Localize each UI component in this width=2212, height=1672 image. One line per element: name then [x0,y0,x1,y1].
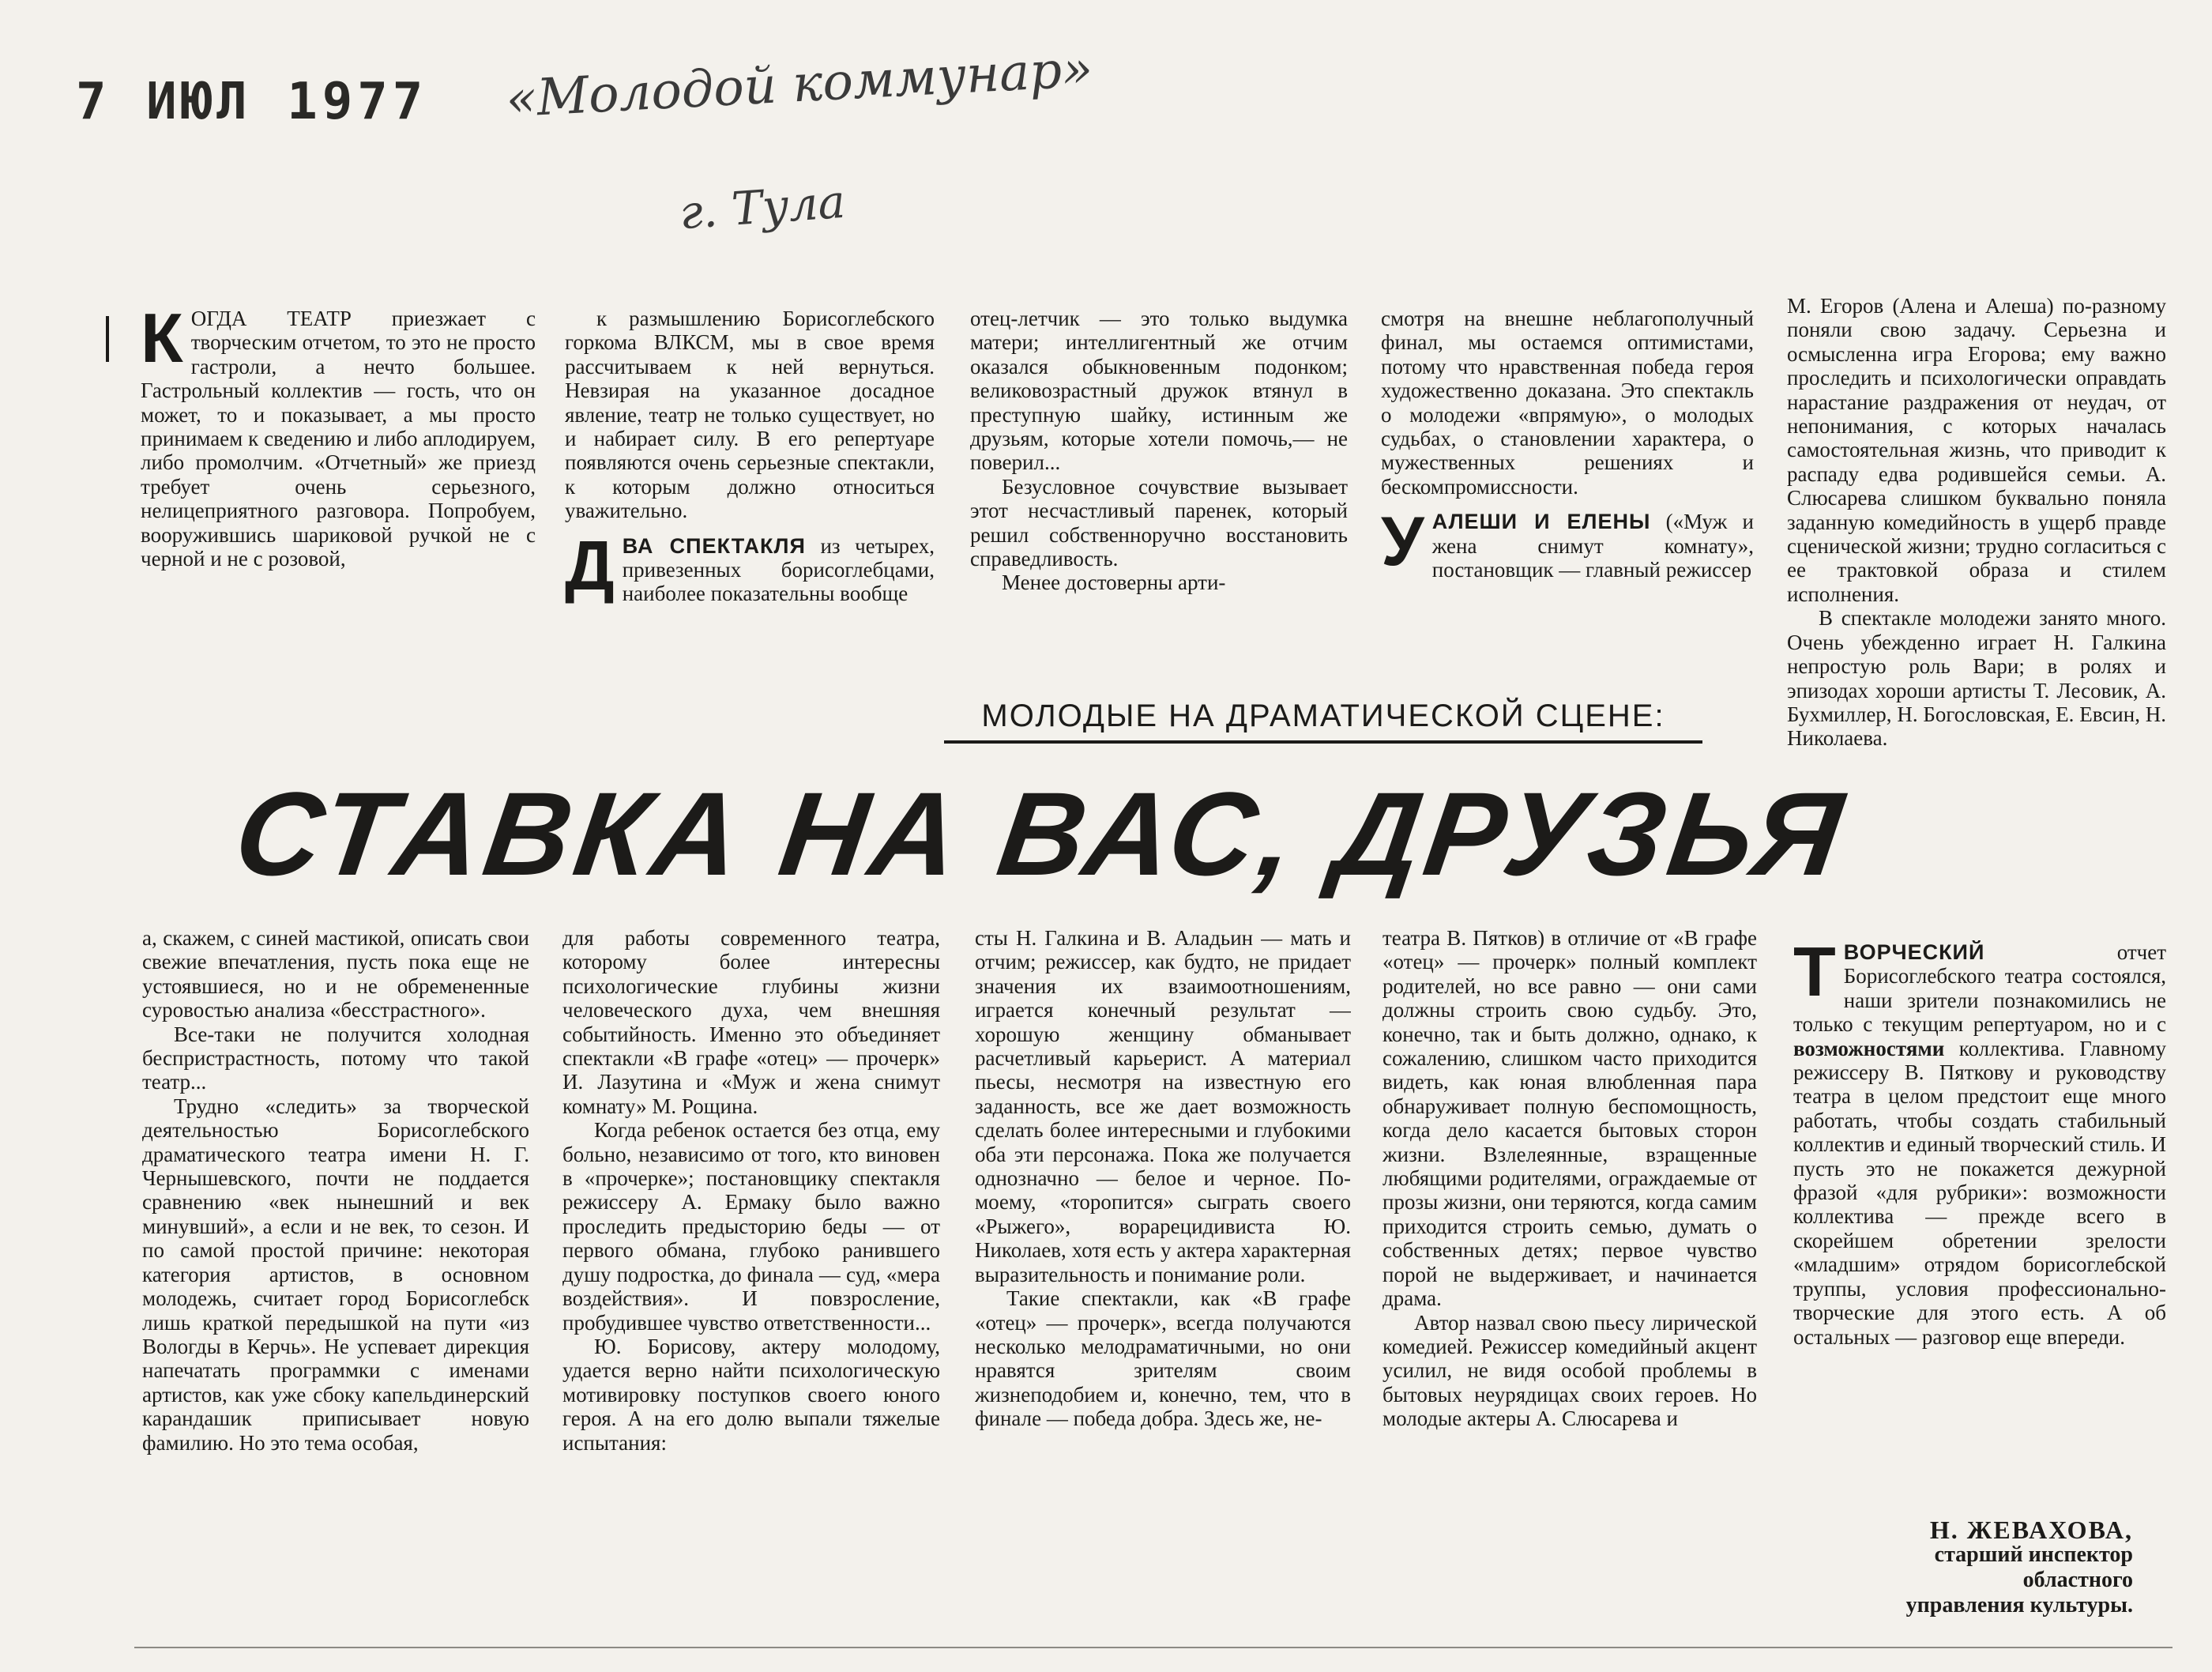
article-text: из четырех, привезенных борисоглебцами, наиболее показательны вообще [622,533,935,606]
article-headline: СТАВКА НА ВАС, ДРУЗЬЯ [228,767,1855,900]
section-subhead: АЛЕШИ И ЕЛЕНЫ [1431,510,1651,534]
article-text: театра В. Пятков) в отличие от «В графе «отец» — прочерк» полный комплект родителей, но все равно — они сами должны строить свою судьбу. Это, конечно, так и быть должно, однако, к сожалению, слишком часто приходится видеть, как юная влюбленная пара обнаруживает полную беспомощность, когда дело касается бытовых сторон жизни. Взлелеянные, взращенные любящими родителями, ограждаемые от прозы жизни, они теряются, когда самим приходится строить семью, думать о собственных детях; первое чувство порой не выдерживает, и начинается драма. [1382,926,1757,1311]
author-name: Н. ЖЕВАХОВА, [1929,1516,2133,1544]
article-text: В спектакле молодежи занято много. Очень убежденно играет Н. Галкина непростую роль Вари; в ролях и эпизодах хороши артисты Т. Лесовик, А. Бухмиллер, Н. Богословская, Е. Евсин, Н. Николаева. [1787,606,2166,751]
lower-column-4 [1382,926,1757,1637]
lower-column-3 [975,926,1351,1637]
article-text: коллектива. Главному режиссеру В. Пяткову и руководству театра в целом предстоит еще много работать, чтобы создать стабильный коллектив и единый творческий стиль. И пусть это не покажется дежурной фразой «для рубрики»: возможности коллектива — прежде всего в скорейшем обретении зрелости «младшим» отрядом борисоглебской труппы, условия профессионально-творческие для этого есть. А об остальных — разговор еще впереди. [1793,1036,2166,1349]
article-text: М. Егоров (Алена и Алеша) по-разному поняли свою задачу. Серьезна и осмысленна игра Егорова; ему важно проследить и психологически оправдать нарастание раздражения от неудач, от непонимания, с которых началась самостоятельная жизнь, что приводит к распаду едва родившейся семьи. А. Слюсарева слишком буквально поняла заданную комедийность в ущерб правде сценической жизни; трудно согласиться с ее трактовкой образа и стилем исполнения. [1787,294,2166,606]
clipping-edge [134,1647,2172,1648]
upper-column-2 [565,307,935,678]
date-stamp: 7 ИЮЛ 1977 [76,73,428,131]
article-text: Когда ребенок остается без отца, ему больно, независимо от того, кто виновен в «прочерке»; постановщику спектакля режиссеру А. Ермаку было важно проследить предысторию беды — от первого обмана, глубоко ранившего душу подростка, до финала — суд, «мера воздействия». И повзросление, пробудившее чувство ответственности... [562,1118,940,1335]
author-title-line: старший инспектор [1934,1542,2133,1567]
author-title-line: областного [2022,1568,2133,1592]
article-text: а, скажем, с синей мастикой, описать свои свежие впечатления, пусть пока еще не устоявшиеся, но и не обремененные суровостью анализа «бесстрастного». [142,926,529,1022]
section-subhead: ВОРЧЕСКИЙ [1843,940,1985,964]
article-text: («Муж и жена снимут комнату», постановщик — главный режиссер [1431,510,1754,582]
upper-column-1 [141,307,536,678]
drop-cap: Д [565,525,615,604]
drop-cap: У [1381,502,1424,581]
article-text: отец-летчик — это только выдумка матери; интеллигентный же отчим оказался обыкновенным подонком; великовозрастный дружок втянул в преступную шайку, истинным же друзьям, которые хотели помочь,— не поверил... [970,307,1348,475]
article-text: Автор назвал свою пьесу лирической комедией. Режиссер комедийный акцент усилил, не видя особой проблемы в бытовых неурядицах своих героев. Но молодые актеры А. Слюсарева и [1382,1310,1757,1431]
article-text: ОГДА ТЕАТР приезжает с творческим отчетом, то это не просто гастроли, а нечто большее. Гастрольный коллектив — гость, что он может, то и показывает, а мы просто принимаем к сведению и либо аплодируем, либо промолчим. «Отчетный» же приезд требует очень серьезного, нелицеприятного разговора. Попробуем, вооружившись шариковой ручкой не с черной и не с розовой, [141,307,536,571]
article-text: смотря на внешне неблагополучный финал, мы остаемся оптимистами, потому что нравственная победа героя художественно доказана. Это спектакль о молодежи «впрямую», о молодых судьбах, о становлении характера, о мужественных решениях и бескомпромиссности. [1381,307,1754,499]
emphasized-word: возможностями [1793,1036,1945,1060]
handwritten-city-note: г. Тула [677,174,848,240]
drop-cap: Т [1793,940,1836,1011]
upper-column-4 [1381,307,1754,678]
rubric-heading: МОЛОДЫЕ НА ДРАМАТИЧЕСКОЙ СЦЕНЕ: [944,699,1702,744]
article-text: Менее достоверны арти- [1002,571,1226,595]
article-text: к размышлению Борисоглебского горкома ВЛКСМ, мы в свое время рассчитываем к ней вернуться. Невзирая на указанное досадное явление, театр не только существует, но и набирает силу. В его репертуаре появляются очень серьезные спектакли, к которым должно относиться уважительно. [565,307,935,523]
author-signature [1770,1517,2133,1618]
article-text: отчет Борисоглебского театра состоялся, наши зрители познакомились не только с текущим репертуаром, но и с [1793,940,2166,1037]
lower-column-1 [142,926,529,1637]
handwritten-source-note: «Молодой коммунар» [504,40,1095,130]
article-text: Трудно «следить» за творческой деятельностью Борисоглебского драматического театра имени Н. Г. Чернышевского, почти не поддается сравнению «век нынешний и век минувший», а если и не век, то сезон. И по самой простой причине: некоторая категория артистов, в основном молодежь, считает город Борисоглебск лишь краткой передышкой на пути «из Вологды в Керчь». Не успевает дирекция напечатать программки с именами артистов, как уже сбоку капельдинерский карандашик приписывает новую фамилию. Но это тема особая, [142,1094,529,1455]
upper-column-3 [970,307,1348,678]
lower-column-5 [1793,940,2166,1509]
article-text: Ю. Борисову, актеру молодому, удается верно найти психологическую мотивировку поступков своего юного героя. А на его долю выпали тяжелые испытания: [562,1334,940,1455]
article-text: Безусловное сочувствие вызывает этот несчастливый паренек, который решил собственноручно восстановить справедливость. [970,474,1348,571]
author-title-line: управления культуры. [1905,1593,2133,1617]
article-text: Все-таки не получится холодная беспристрастность, потому что такой театр... [142,1022,529,1094]
margin-mark [106,316,109,362]
article-text: Такие спектакли, как «В графе «отец» — прочерк», всегда получаются несколько мелодраматичными, но они нравятся зрителям своим жизнеподобием и, конечно, тем, что в финале — победа добра. Здесь же, не- [975,1286,1351,1431]
section-subhead: ВА СПЕКТАКЛЯ [622,533,806,558]
drop-cap: К [141,307,183,377]
lower-column-2 [562,926,940,1637]
article-text: сты Н. Галкина и В. Аладьин — мать и отчим; режиссер, как будто, не придает значения их взаимоотношениям, играется конечный результат — хорошую женщину обманывает расчетливый карьерист. А материал пьесы, несмотря на известную его заданность, все же дает возможность сделать более интересными и глубокими оба эти персонажа. Пока же получается однозначно — белое и черное. По-моему, «торопится» сыграть своего «Рыжего», ворарецидивиста Ю. Николаев, хотя есть у актера характерная выразительность и понимание роли. [975,926,1351,1286]
article-text: для работы современного театра, которому более интересны психологические глубины жизни человеческого духа, чем внешняя событийность. Именно это объединяет спектакли «В графе «отец» — прочерк» И. Лазутина и «Муж и жена снимут комнату» М. Рощина. [562,926,940,1118]
